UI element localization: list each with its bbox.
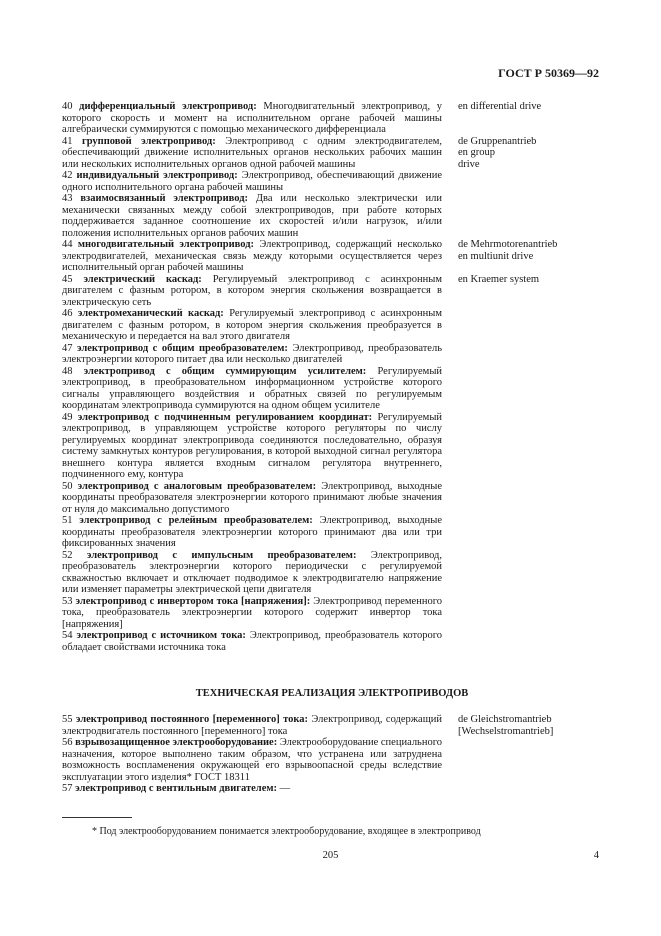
term-text: Регулируемый электропривод, в преобразовательном информационном устройстве которого сигналы управляющего воздействия и обратных связей по регулируемым координатам электропривода суммируются на одном общем усилителе — [62, 365, 443, 411]
term-definition — [62, 343, 442, 366]
term-text: Два или несколько электрически или механически связанных между собой электроприводов, при работе которых поддерживается заданное соотношение их скоростей и/или нагрузок, и/или положения исполнительных органов рабочих машин — [62, 193, 443, 239]
term-name: электропривод с аналоговым преобразователем: — [77, 480, 317, 492]
term-definition — [62, 239, 442, 274]
term-entry — [62, 714, 602, 737]
foreign-equivalent: [Wechselstromantrieb] — [458, 725, 554, 737]
foreign-equivalent: drive — [458, 158, 480, 170]
term-text: Электропривод переменного тока, преобразователь электроэнергии которого содержит инвертор тока [напряжения] — [62, 595, 442, 630]
term-name: электропривод с общим преобразователем: — [77, 342, 288, 354]
term-name: взрывозащищенное электрооборудование: — [75, 737, 278, 748]
terms-list-2 — [62, 714, 602, 795]
term-number: 48 — [62, 365, 73, 377]
term-name: электропривод с вентильным двигателем: — [75, 783, 278, 794]
term-entry — [62, 481, 602, 516]
term-name: электрический каскад: — [83, 273, 202, 285]
term-text: Многодвигательный электропривод, у которого скорость и момент на исполнительном органе рабочей машины алгебраически суммируются с помощью механического дифференциала — [62, 101, 442, 135]
term-entry — [62, 343, 602, 366]
term-text: Электропривод, преобразователь электроэнергии которого периодически с регулируемой скважностью включает и отключает подводимое к электродвигателю напряжение или изменяет параметры электрической цепи двигателя — [62, 549, 443, 595]
term-entry — [62, 308, 602, 343]
term-entry — [62, 630, 602, 653]
term-number: 53 — [62, 595, 73, 607]
term-name: электропривод с импульсным преобразователем: — [86, 549, 357, 561]
term-number: 44 — [62, 239, 73, 250]
term-definition — [62, 412, 442, 481]
term-definition — [62, 481, 442, 516]
term-text: Электропривод, содержащий несколько электродвигателей, механическая связь между которыми осуществляется через исполнительный орган рабочей машины — [62, 239, 442, 273]
term-number: 52 — [62, 549, 73, 561]
term-text: Электропривод с одним электродвигателем, обеспечивающий движение исполнительных органов нескольких рабочих машин или нескольких исполнительных органов одной рабочей машины — [62, 135, 443, 170]
term-number: 43 — [62, 193, 73, 204]
term-definition — [62, 783, 442, 795]
term-name: групповой электропривод: — [81, 135, 216, 147]
terms-list — [62, 101, 602, 653]
foreign-equivalents — [458, 714, 598, 737]
term-number: 50 — [62, 480, 73, 492]
term-name: электропривод с источником тока: — [76, 630, 246, 641]
term-entry — [62, 366, 602, 412]
term-name: электропривод с инвертором тока [напряжения]: — [75, 595, 311, 607]
term-text: Электропривод, преобразователь электроэнергии которого питает два или несколько двигателей — [62, 342, 442, 365]
term-text: Электропривод, выходные координаты преобразователя электроэнергии которого принимают два или три фиксированных значения — [62, 515, 442, 549]
term-name: многодвигательный электропривод: — [77, 239, 255, 250]
footnote: * Под электрооборудованием понимается электрооборудование, входящее в электропривод — [92, 826, 481, 837]
term-definition — [62, 596, 442, 631]
term-number: 40 — [62, 101, 73, 112]
term-name: взаимосвязанный электропривод: — [80, 193, 248, 204]
term-number: 54 — [62, 630, 73, 641]
term-definition — [62, 366, 442, 412]
term-text: Электрооборудование специального назначения, которое выполнено таким образом, что устранена или затруднена возможность воспламенения окружающей его взрывоопасной среды вследствие эксплуатации этого изделия* ГОСТ 18311 — [62, 737, 443, 783]
foreign-equivalent: en multiunit drive — [458, 250, 534, 262]
term-number: 47 — [62, 342, 73, 354]
foreign-equivalents — [458, 136, 598, 171]
foreign-equivalents — [458, 101, 598, 113]
term-text: Регулируемый электропривод с асинхронным двигателем с фазным ротором, в котором энергия скольжения возвращается в электрическую сеть — [62, 273, 442, 308]
section-title: ТЕХНИЧЕСКАЯ РЕАЛИЗАЦИЯ ЭЛЕКТРОПРИВОДОВ — [195, 688, 469, 699]
footnote-divider — [62, 817, 132, 818]
foreign-equivalent: de Mehrmotorenantrieb — [458, 239, 558, 250]
term-name: электромеханический каскад: — [77, 308, 224, 319]
term-entry — [62, 136, 602, 171]
term-text: Электропривод, обеспечивающий движение одного исполнительного органа рабочей машины — [62, 170, 443, 193]
term-definition — [62, 274, 442, 309]
term-entry — [62, 737, 602, 783]
sheet-number: 4 — [593, 850, 599, 861]
term-definition — [62, 101, 442, 136]
term-entry — [62, 193, 602, 239]
term-definition — [62, 308, 442, 343]
term-definition — [62, 515, 442, 550]
term-name: электропривод с подчиненным регулированием координат: — [77, 411, 373, 423]
term-entry — [62, 515, 602, 550]
term-number: 42 — [62, 170, 73, 181]
term-definition — [62, 630, 442, 653]
term-entry — [62, 239, 602, 274]
term-definition — [62, 170, 442, 193]
page-number: 205 — [322, 850, 339, 861]
term-entry — [62, 274, 602, 309]
term-number: 49 — [62, 411, 73, 423]
document-header: ГОСТ Р 50369—92 — [498, 66, 599, 80]
term-text: Электропривод, содержащий электродвигатель постоянного [переменного] тока — [62, 714, 443, 737]
term-definition — [62, 737, 442, 783]
term-number: 51 — [62, 515, 73, 526]
term-name: электропривод с общим суммирующим усилителем: — [83, 365, 367, 377]
term-number: 46 — [62, 308, 73, 319]
foreign-equivalent: de Gruppenantrieb — [458, 135, 537, 147]
term-text: Электропривод, выходные координаты преобразователя электроэнергии которого принимают любые значения от нуля до максимально допустимого — [62, 480, 443, 515]
term-entry — [62, 783, 602, 795]
term-entry — [62, 412, 602, 481]
term-definition — [62, 714, 442, 737]
term-number: 41 — [62, 135, 73, 147]
term-name: дифференциальный электропривод: — [79, 101, 257, 112]
foreign-equivalent: en Kraemer system — [458, 273, 540, 285]
term-text: Электропривод, преобразователь которого обладает свойствами источника тока — [62, 630, 442, 653]
term-number: 45 — [62, 273, 73, 285]
term-text: Регулируемый электропривод с асинхронным двигателем с фазным ротором, в котором энергия скольжения преобразуется в механическую и передается на вал этого двигателя — [62, 308, 442, 342]
term-definition — [62, 136, 442, 171]
foreign-equivalent: de Gleichstromantrieb — [458, 714, 552, 725]
term-name: электропривод постоянного [переменного] тока: — [75, 714, 308, 725]
term-definition — [62, 193, 442, 239]
term-entry — [62, 101, 602, 136]
term-name: электропривод с релейным преобразователем: — [79, 515, 313, 526]
foreign-equivalents — [458, 239, 598, 262]
term-name: индивидуальный электропривод: — [76, 170, 238, 181]
term-number: 57 — [62, 783, 73, 794]
term-number: 55 — [62, 714, 73, 725]
term-definition — [62, 550, 442, 596]
term-text: — — [279, 783, 291, 794]
foreign-equivalents — [458, 274, 598, 286]
foreign-equivalent: en group — [458, 147, 496, 158]
term-text: Регулируемый электропривод, в управляющем устройстве которого регуляторы по числу регулируемых координат электропривода соединяются последовательно, образуя систему замкнутых контуров регулирования, в которой выходной сигнал регулятора внешнего контура является входным сигналом регулятора внутреннего, подчиненного ему, контура — [62, 411, 443, 480]
term-number: 56 — [62, 737, 73, 748]
foreign-equivalent: en differential drive — [458, 101, 542, 112]
term-entry — [62, 596, 602, 631]
term-entry — [62, 170, 602, 193]
term-entry — [62, 550, 602, 596]
